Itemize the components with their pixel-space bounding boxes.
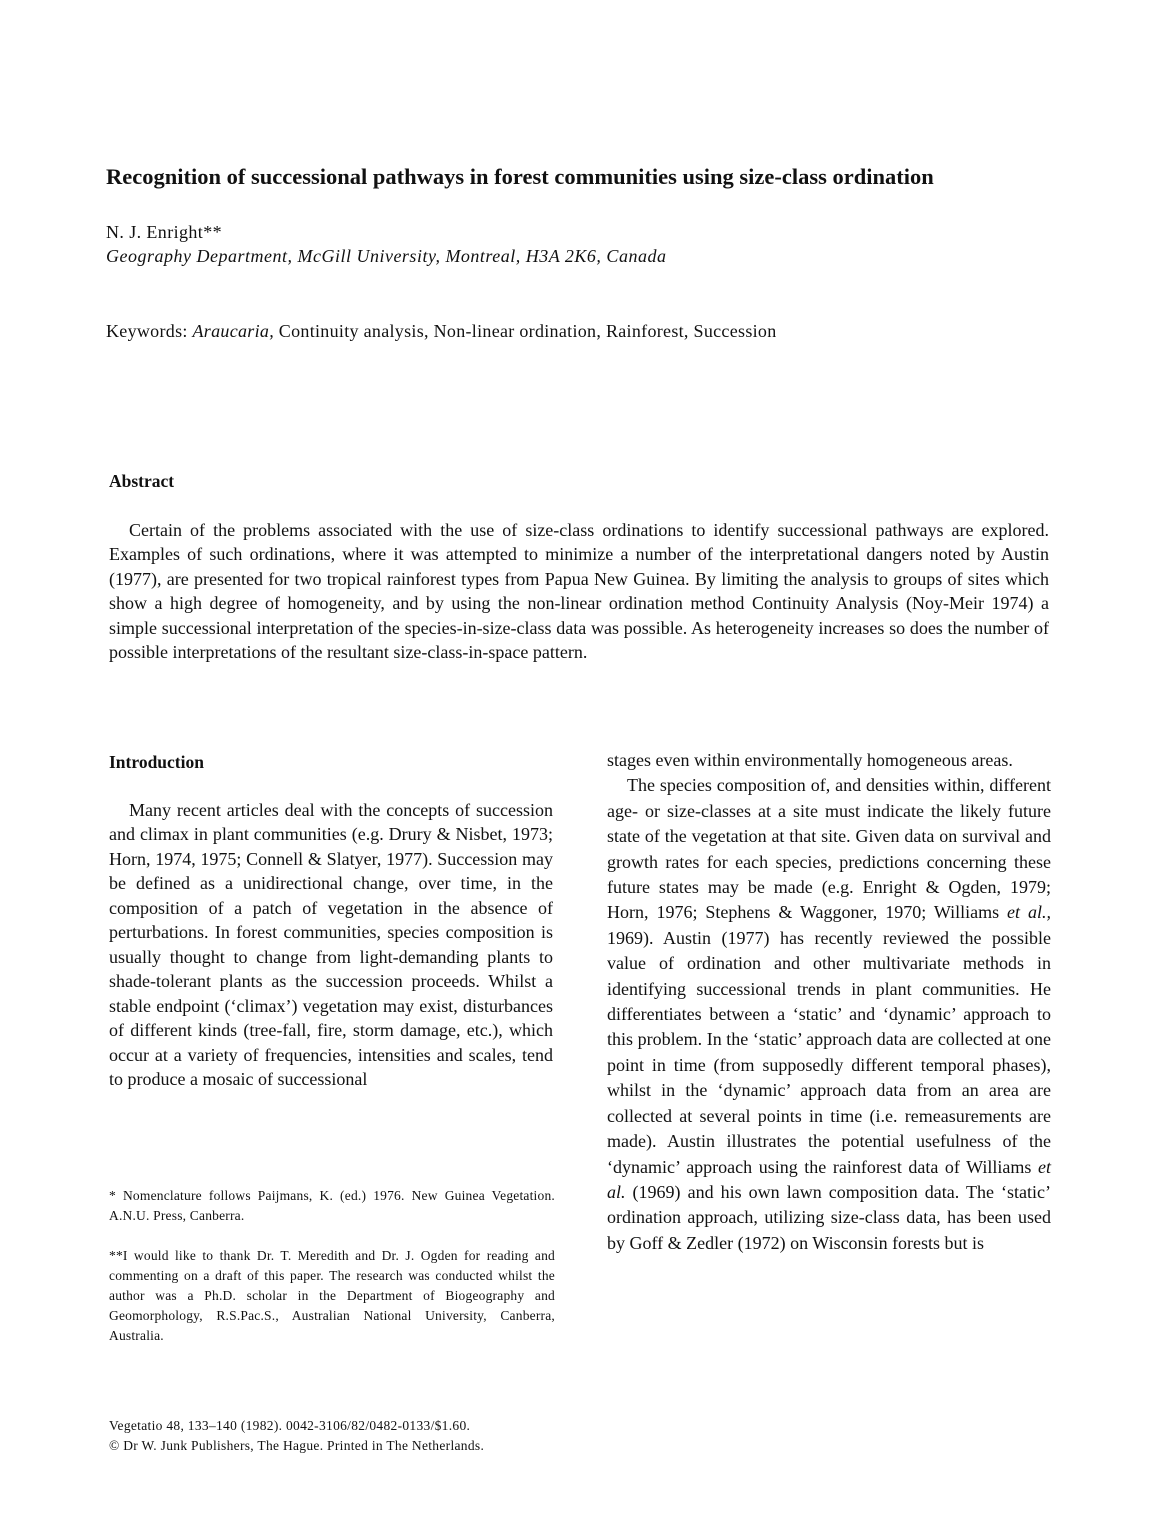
abstract-heading: Abstract <box>109 471 175 491</box>
footnote-acknowledgement <box>109 1246 555 1346</box>
paper-title: Recognition of successional pathways in forest communities using size-class ordination <box>106 164 934 189</box>
introduction-heading: Introduction <box>109 752 204 772</box>
author-name: N. J. Enright** <box>106 222 222 242</box>
footnote-2-text: **I would like to thank Dr. T. Meredith and Dr. J. Ogden for reading and commenting on a draft of this paper. The research was conducted whilst the author was a Ph.D. scholar in the Department of Biogeography and Geomorphology, R.S.Pac.S., Australian National University, Canberra, Australia. <box>109 1248 555 1343</box>
intro-paragraph-2-part-b: 1969). Austin (1977) has recently reviewed the possible value of ordination and other multivariate methods in identifying successional trends in plant communities. He differentiates between a ‘static’ and ‘dynamic’ approach to this problem. In the ‘static’ approach data are collected at one point in time (from supposedly different temporal phases), whilst in the ‘dynamic’ approach data from an area are collected at several points in time (i.e. remeasurements are made). Austin illustrates the potential usefulness of the ‘dynamic’ approach using the rainforest data of Williams <box>607 927 1051 1177</box>
intro-paragraph-1: Many recent articles deal with the concepts of succession and climax in plant communities (e.g. Drury & Nisbet, 1973; Horn, 1974, 1975; Connell & Slatyer, 1977). Succession may be defined as a unidirectional change, over time, in the composition of a patch of vegetation in the absence of perturbations. In forest communities, species composition is usually thought to change from light-demanding plants to shade-tolerant plants as the succession proceeds. Whilst a stable endpoint (‘climax’) vegetation may exist, disturbances of different kinds (tree-fall, fire, storm damage, etc.), which occur at a variety of frequencies, intensities and scales, tend to produce a mosaic of successional <box>109 800 553 1089</box>
intro-paragraph-1-continued: stages even within environmentally homogeneous areas. <box>607 750 1013 770</box>
abstract-body <box>109 518 1049 664</box>
keywords-line <box>106 318 777 344</box>
intro-paragraph-2 <box>607 773 1051 1256</box>
et-al-italic-1: et al., <box>1007 902 1051 923</box>
intro-paragraph-2-part-c: (1969) and his own lawn composition data. The ‘static’ ordination approach, utilizing size-class data, has been used by Goff & Zedler (1972) on Wisconsin forests but is <box>607 1181 1051 1253</box>
footnote-1-text: * Nomenclature follows Paijmans, K. (ed.) 1976. New Guinea Vegetation. A.N.U. Press, Canberra. <box>109 1188 555 1223</box>
footnote-nomenclature <box>109 1186 555 1226</box>
citation-line-2: © Dr W. Junk Publishers, The Hague. Printed in The Netherlands. <box>109 1438 485 1453</box>
et-al-italic-2: et al. <box>607 1156 1051 1202</box>
author-affiliation: Geography Department, McGill University, Montreal, H3A 2K6, Canada <box>106 246 667 266</box>
intro-paragraph-2-part-a: The species composition of, and densities within, different age- or size-classes at a site must indicate the likely future state of the vegetation at that site. Given data on survival and growth rates for each species, predictions concerning these future states may be made (e.g. Enright & Ogden, 1979; Horn, 1976; Stephens & Waggoner, 1970; Williams <box>607 775 1051 923</box>
abstract-paragraph: Certain of the problems associated with the use of size-class ordinations to identify successional pathways are explored. Examples of such ordinations, where it was attempted to minimize a number of the interpretational dangers noted by Austin (1977), are presented for two tropical rainforest types from Papua New Guinea. By limiting the analysis to groups of sites which show a high degree of homogeneity, and by using the non-linear ordination method Continuity Analysis (Noy-Meir 1974) a simple successional interpretation of the species-in-size-class data was possible. As heterogeneity increases so does the number of possible interpretations of the resultant size-class-in-space pattern. <box>109 520 1049 663</box>
right-column-body <box>607 748 1051 1256</box>
journal-citation <box>109 1416 589 1456</box>
keywords-label: Keywords: <box>106 321 193 341</box>
citation-line-1: Vegetatio 48, 133–140 (1982). 0042-3106/82/0482-0133/$1.60. <box>109 1418 471 1433</box>
left-column-body <box>109 798 553 1091</box>
keywords-rest: Continuity analysis, Non-linear ordination, Rainforest, Succession <box>274 321 777 341</box>
keyword-araucaria: Araucaria, <box>192 321 274 341</box>
